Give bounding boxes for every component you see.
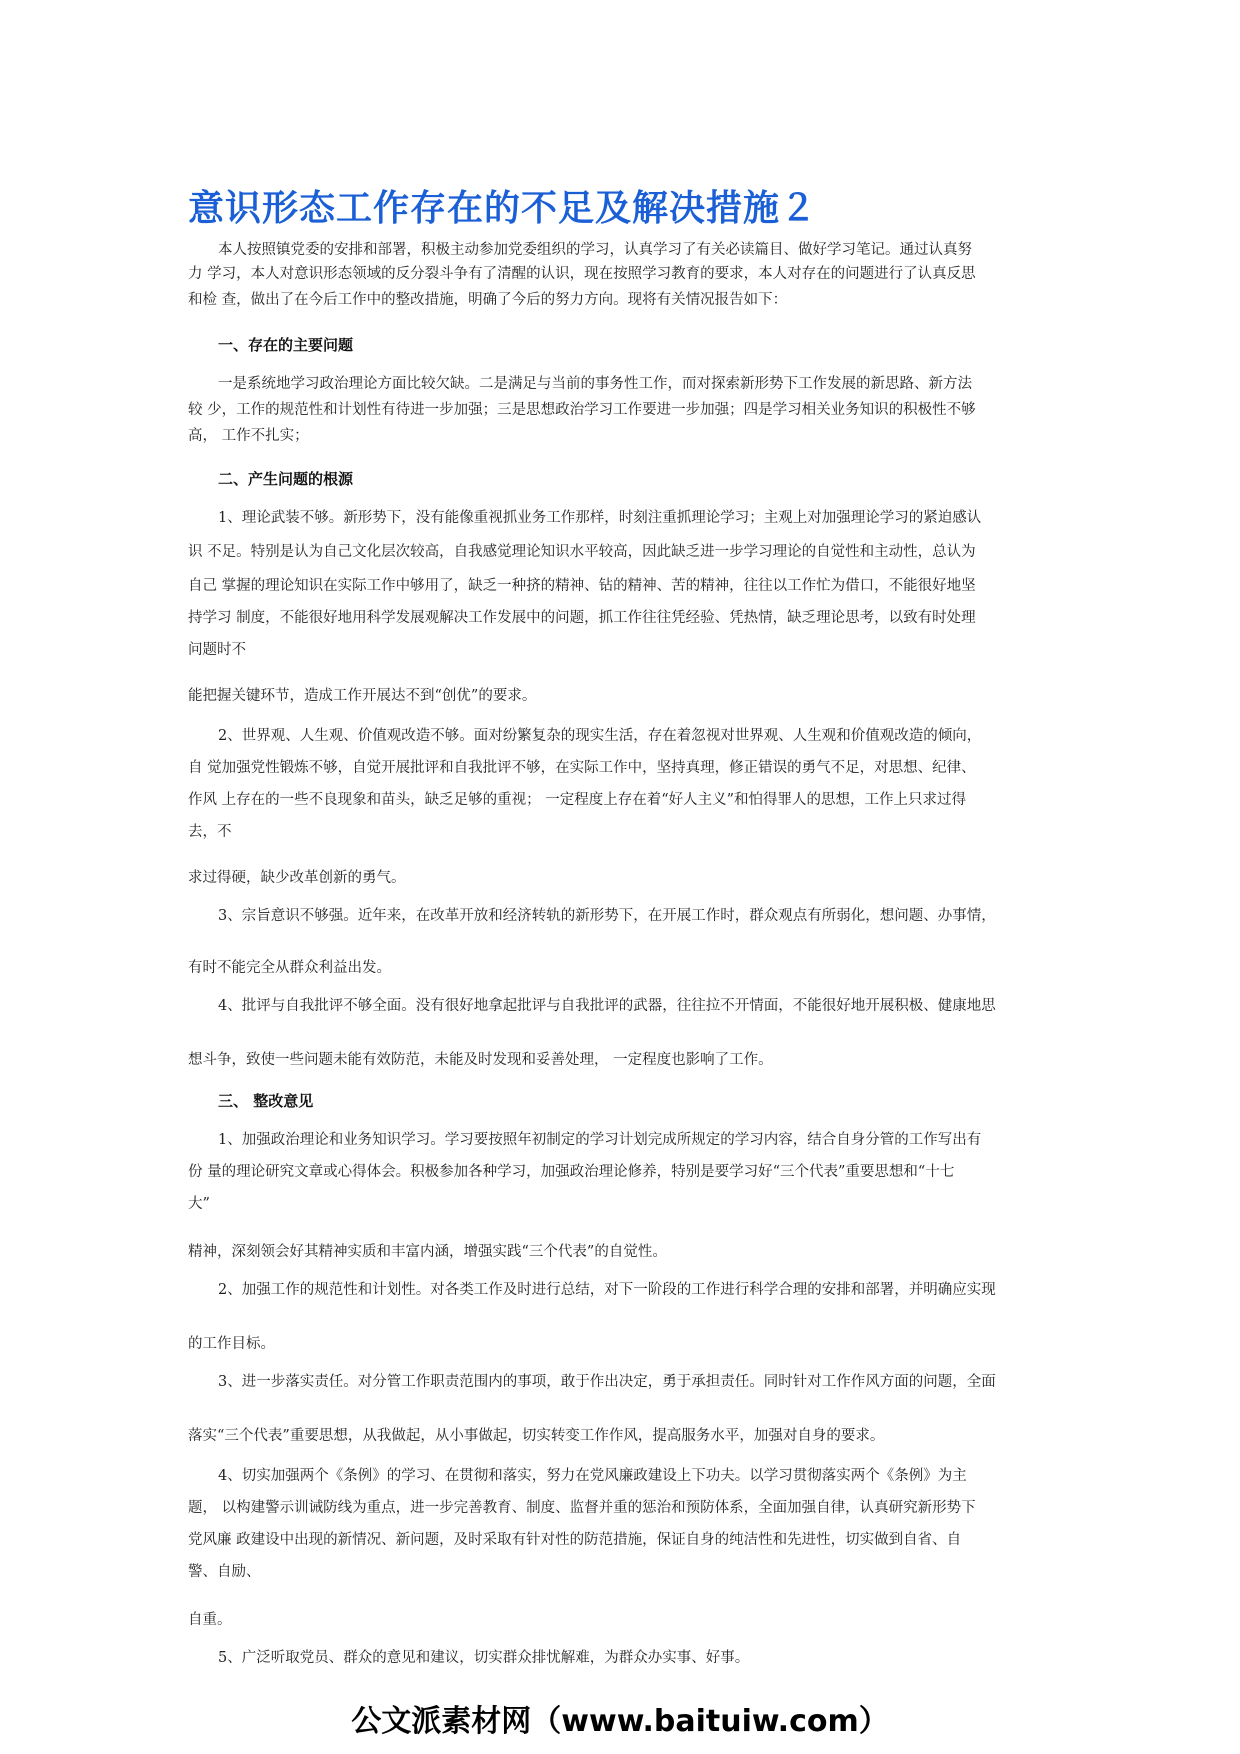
body-line: 求过得硬，缺少改革创新的勇气。 bbox=[188, 870, 406, 886]
body-line: 自 觉加强党性锻炼不够，自觉开展批评和自我批评不够，在实际工作中，坚持真理，修正错误的勇气不足，对思想、纪律、 bbox=[188, 760, 976, 776]
body-line: 3、宗旨意识不够强。近年来，在改革开放和经济转轨的新形势下，在开展工作时，群众观点有所弱化，想问题、办事情， bbox=[218, 908, 996, 924]
body-line: 大” bbox=[188, 1196, 210, 1212]
body-line: 1、理论武装不够。新形势下，没有能像重视抓业务工作那样，时刻注重抓理论学习；主观上对加强理论学习的紧迫感认 bbox=[218, 510, 982, 526]
body-line: 问题时不 bbox=[188, 642, 246, 658]
body-line: 5、广泛听取党员、群众的意见和建议，切实群众排忧解难，为群众办实事、好事。 bbox=[218, 1650, 750, 1666]
section-heading-2: 二、产生问题的根源 bbox=[218, 470, 354, 488]
body-line: 党风廉 政建设中出现的新情况、新问题，及时采取有针对性的防范措施，保证自身的纯洁性和先进性，切实做到自省、自 bbox=[188, 1532, 962, 1548]
document-title: 意识形态工作存在的不足及解决措施２ bbox=[188, 188, 818, 229]
body-line: 能把握关键环节，造成工作开展达不到“创优”的要求。 bbox=[188, 688, 537, 704]
intro-line: 力 学习，本人对意识形态领域的反分裂斗争有了清醒的认识，现在按照学习教育的要求，本人对存在的问题进行了认真反思 bbox=[188, 266, 976, 282]
body-line: 题， 以构建警示训诫防线为重点，进一步完善教育、制度、监督并重的惩治和预防体系，全面加强自律，认真研究新形势下 bbox=[188, 1500, 976, 1516]
body-line: 想斗争，致使一些问题未能有效防范，未能及时发现和妥善处理， 一定程度也影响了工作。 bbox=[188, 1052, 773, 1068]
intro-line: 本人按照镇党委的安排和部署，积极主动参加党委组织的学习，认真学习了有关必读篇目、做好学习笔记。通过认真努 bbox=[218, 242, 972, 258]
body-line: 自重。 bbox=[188, 1612, 232, 1628]
footer-watermark: 公文派素材网（www.baituiw.com） bbox=[351, 1704, 889, 1739]
body-line: 精神，深刻领会好其精神实质和丰富内涵，增强实践“三个代表”的自觉性。 bbox=[188, 1244, 667, 1260]
body-line: 一是系统地学习政治理论方面比较欠缺。二是满足与当前的事务性工作，而对探索新形势下工作发展的新思路、新方法 bbox=[218, 376, 972, 392]
body-line: 持学习 制度，不能很好地用科学发展观解决工作发展中的问题，抓工作往往凭经验、凭热情，缺乏理论思考，以致有时处理 bbox=[188, 610, 976, 626]
body-line: 1、加强政治理论和业务知识学习。学习要按照年初制定的学习计划完成所规定的学习内容，结合自身分管的工作写出有 bbox=[218, 1132, 982, 1148]
body-line: 作风 上存在的一些不良现象和苗头，缺乏足够的重视； 一定程度上存在着“好人主义”和怕得罪人的思想，工作上只求过得 bbox=[188, 792, 967, 808]
section-heading-1: 一、存在的主要问题 bbox=[218, 336, 354, 354]
intro-line: 和检 查，做出了在今后工作中的整改措施，明确了今后的努力方向。现将有关情况报告如下： bbox=[188, 292, 788, 308]
body-line: 警、自励、 bbox=[188, 1564, 261, 1580]
body-line: 的工作目标。 bbox=[188, 1336, 275, 1352]
body-line: 4、批评与自我批评不够全面。没有很好地拿起批评与自我批评的武器，往往拉不开情面，不能很好地开展积极、健康地思 bbox=[218, 998, 996, 1014]
body-line: 2、世界观、人生观、价值观改造不够。面对纷繁复杂的现实生活，存在着忽视对世界观、人生观和价值观改造的倾向， bbox=[218, 728, 982, 744]
body-line: 高， 工作不扎实； bbox=[188, 428, 309, 444]
section-heading-3: 三、 整改意见 bbox=[218, 1092, 314, 1110]
body-line: 2、加强工作的规范性和计划性。对各类工作及时进行总结，对下一阶段的工作进行科学合理的安排和部署，并明确应实现 bbox=[218, 1282, 996, 1298]
body-line: 4、切实加强两个《条例》的学习、在贯彻和落实，努力在党风廉政建设上下功夫。以学习贯彻落实两个《条例》为主 bbox=[218, 1468, 967, 1484]
body-line: 较 少，工作的规范性和计划性有待进一步加强；三是思想政治学习工作要进一步加强；四是学习相关业务知识的积极性不够 bbox=[188, 402, 976, 418]
body-line: 有时不能完全从群众利益出发。 bbox=[188, 960, 391, 976]
body-line: 份 量的理论研究文章或心得体会。积极参加各种学习，加强政治理论修养，特别是要学习好“三个代表”重要思想和“十七 bbox=[188, 1164, 955, 1180]
body-line: 自己 掌握的理论知识在实际工作中够用了，缺乏一种挤的精神、钻的精神、苦的精神，往往以工作忙为借口，不能很好地坚 bbox=[188, 578, 976, 594]
body-line: 落实“三个代表”重要思想，从我做起，从小事做起，切实转变工作作风，提高服务水平，加强对自身的要求。 bbox=[188, 1428, 885, 1444]
body-line: 识 不足。特别是认为自己文化层次较高，自我感觉理论知识水平较高，因此缺乏进一步学习理论的自觉性和主动性，总认为 bbox=[188, 544, 976, 560]
body-line: 3、进一步落实责任。对分管工作职责范围内的事项，敢于作出决定，勇于承担责任。同时针对工作作风方面的问题，全面 bbox=[218, 1374, 996, 1390]
body-line: 去，不 bbox=[188, 824, 232, 840]
